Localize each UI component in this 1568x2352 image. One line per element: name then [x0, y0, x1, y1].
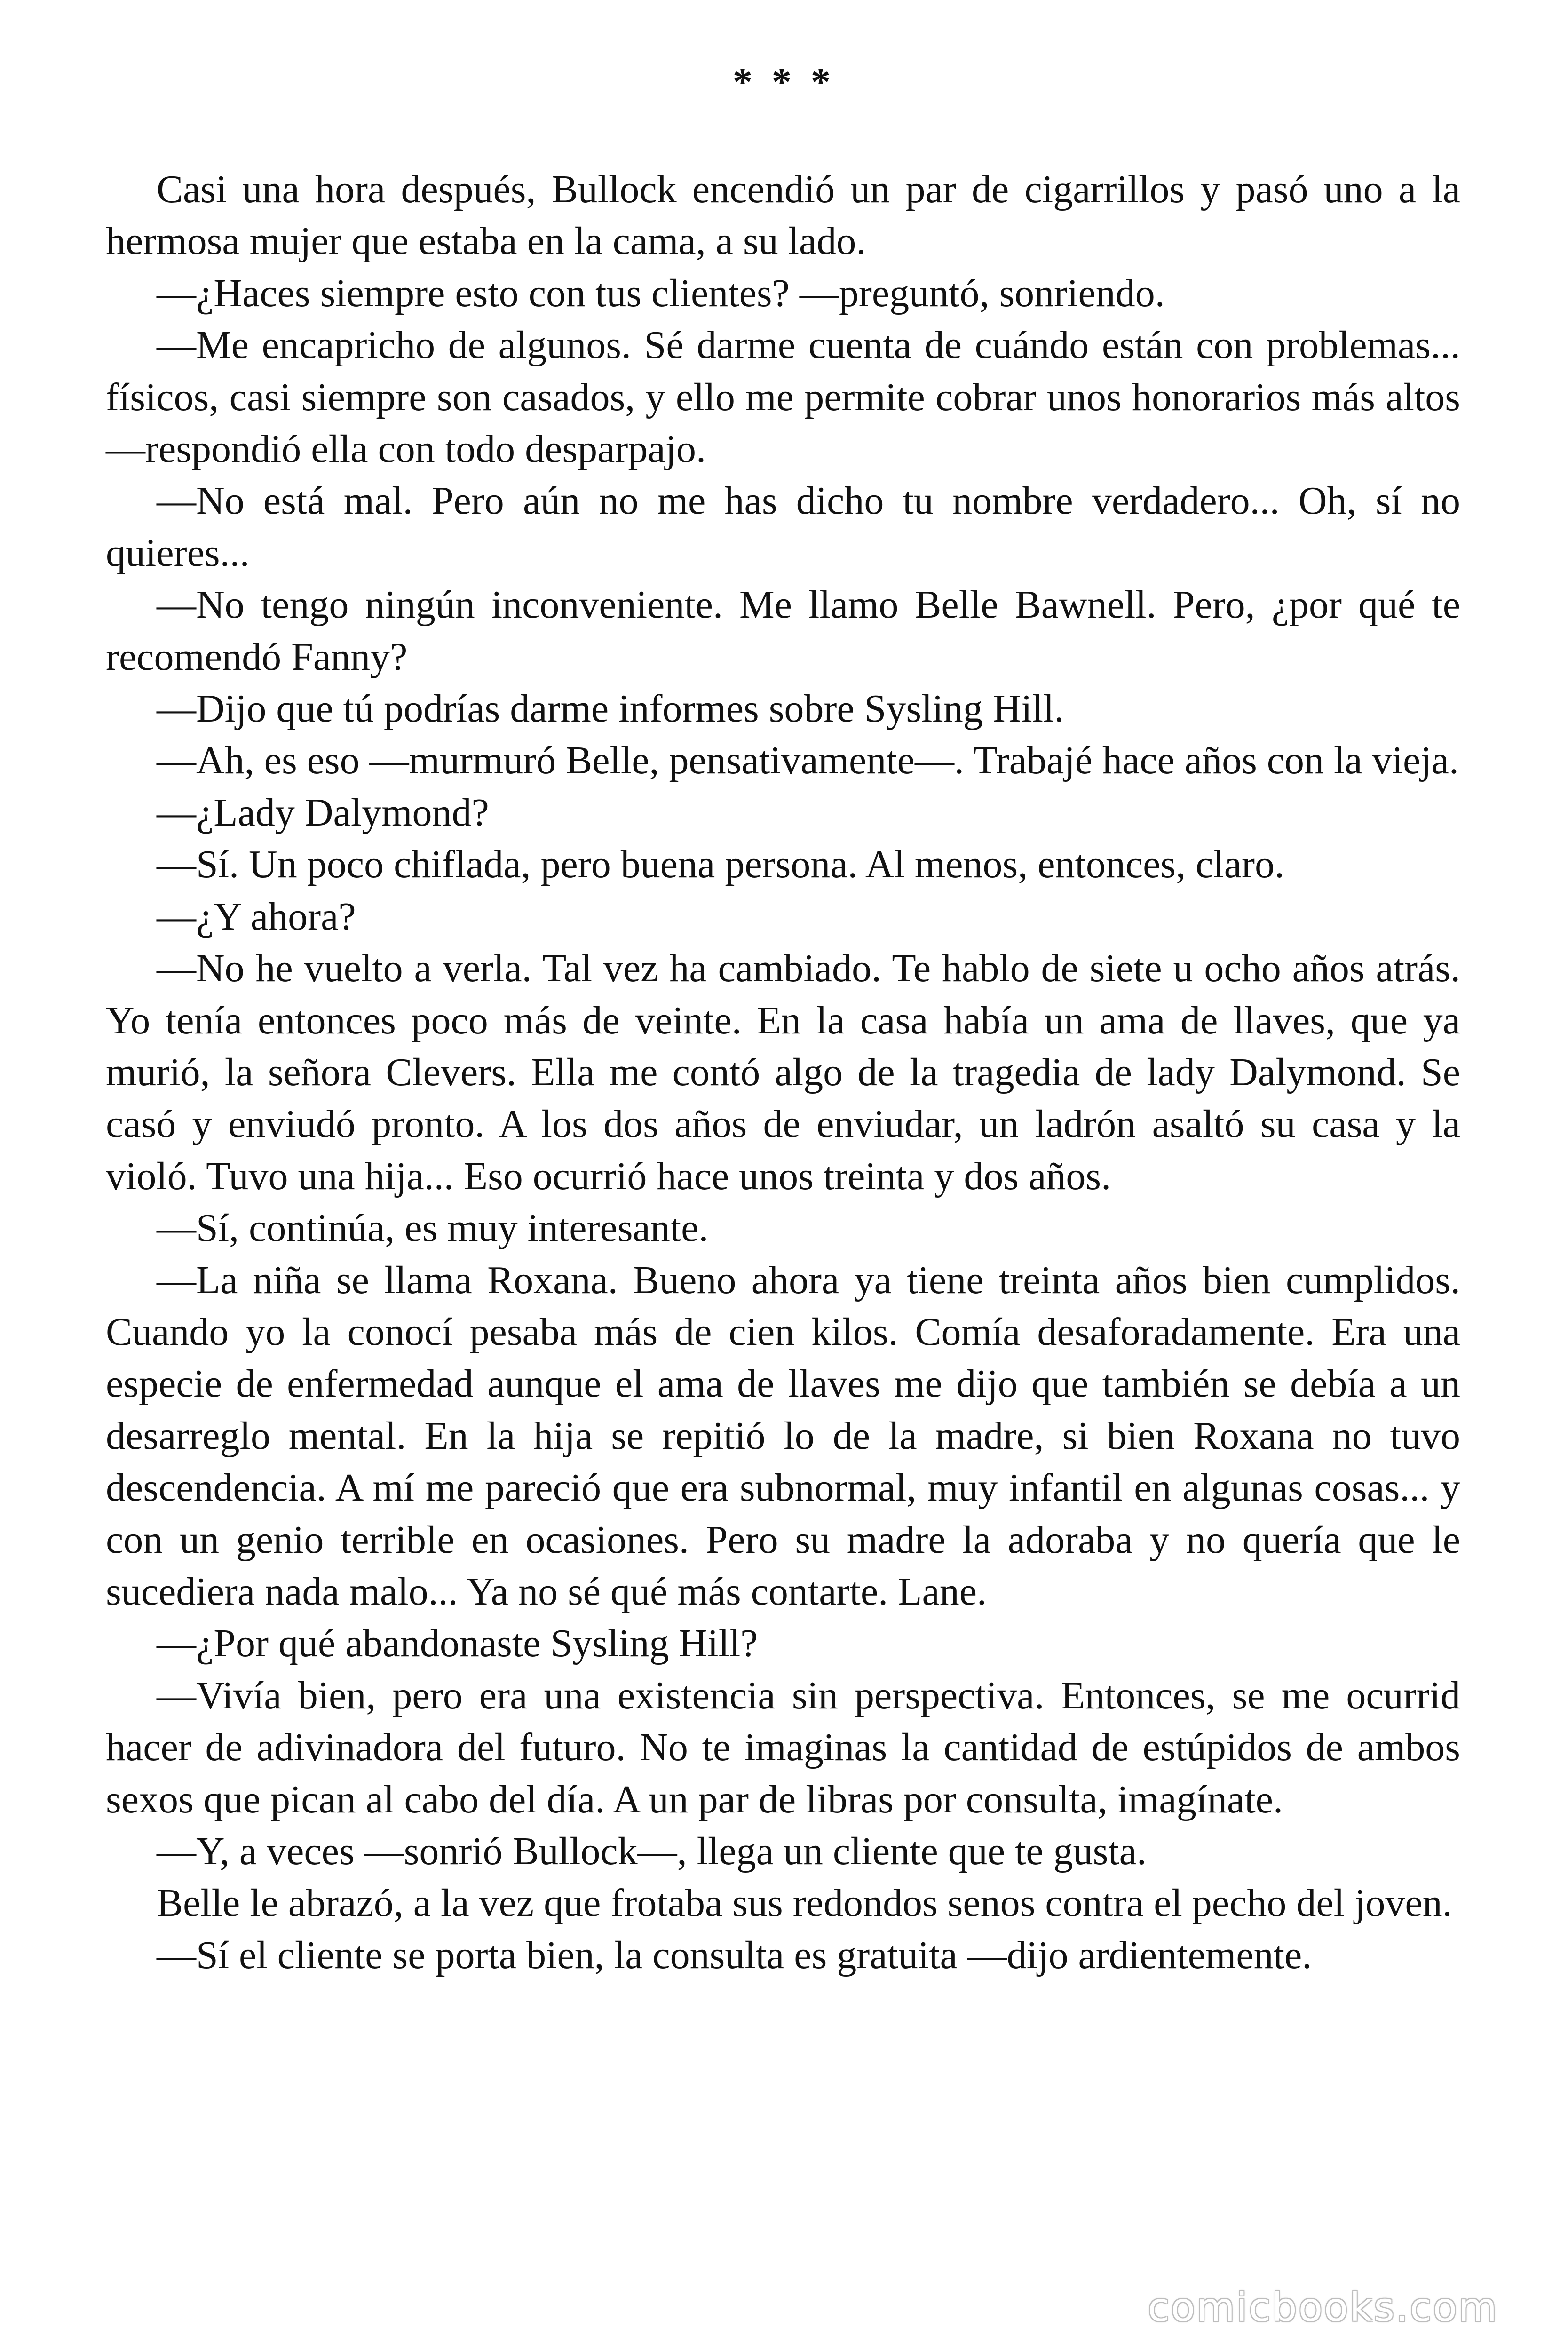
paragraph-18: —Sí el cliente se porta bien, la consulta es gratuita —dijo ardientemente.	[157, 1933, 1312, 1977]
paragraph-6: —Dijo que tú podrías darme informes sobre Sysling Hill.	[157, 687, 1064, 731]
paragraph-10: —¿Y ahora?	[157, 894, 356, 938]
paragraph-7: —Ah, es eso —murmuró Belle, pensativamente—. Trabajé hace años con la vieja.	[157, 739, 1459, 783]
watermark: comicbooks.com	[1148, 2284, 1498, 2330]
paragraph-13: —La niña se llama Roxana. Bueno ahora ya tiene treinta años bien cumplidos. Cuando yo la conocí pesaba más de cien kilos. Comía desaforadamente. Era una especie de enfermedad aunque el ama de llaves me dijo que también se debía a un desarreglo mental. En la hija se repitió lo de la madre, si bien Roxana no tuvo descendencia. A mí me pareció que era subnormal, muy infantil en algunas cosas... y con un genio terrible en ocasiones. Pero su madre la adoraba y no quería que le sucediera nada malo... Ya no sé qué más contarte. Lane.	[106, 1258, 1460, 1613]
body-text	[106, 164, 1460, 1981]
paragraph-8: —¿Lady Dalymond?	[157, 790, 489, 834]
paragraph-12: —Sí, continúa, es muy interesante.	[157, 1206, 709, 1250]
paragraph-2: —¿Haces siempre esto con tus clientes? —preguntó, sonriendo.	[157, 271, 1165, 315]
paragraph-17: Belle le abrazó, a la vez que frotaba sus redondos senos contra el pecho del joven.	[157, 1881, 1452, 1925]
section-separator: * * *	[733, 60, 835, 104]
paragraph-3: —Me encapricho de algunos. Sé darme cuenta de cuándo están con problemas... físicos, casi siempre son casados, y ello me permite cobrar unos honorarios más altos —respondió ella con todo desparpajo.	[106, 323, 1460, 471]
paragraph-14: —¿Por qué abandonaste Sysling Hill?	[157, 1621, 758, 1666]
paragraph-5: —No tengo ningún inconveniente. Me llamo Belle Bawnell. Pero, ¿por qué te recomendó Fanny?	[106, 583, 1460, 679]
paragraph-4: —No está mal. Pero aún no me has dicho tu nombre verdadero... Oh, sí no quieres...	[106, 479, 1460, 575]
paragraph-9: —Sí. Un poco chiflada, pero buena persona. Al menos, entonces, claro.	[157, 842, 1284, 887]
paragraph-15: —Vivía bien, pero era una existencia sin perspectiva. Entonces, se me ocurrid hacer de adivinadora del futuro. No te imaginas la cantidad de estúpidos de ambos sexos que pican al cabo del día. A un par de libras por consulta, imagínate.	[106, 1673, 1460, 1821]
paragraph-1: Casi una hora después, Bullock encendió un par de cigarrillos y pasó uno a la hermosa mujer que estaba en la cama, a su lado.	[106, 167, 1460, 263]
paragraph-16: —Y, a veces —sonrió Bullock—, llega un cliente que te gusta.	[157, 1829, 1147, 1873]
paragraph-11: —No he vuelto a verla. Tal vez ha cambiado. Te hablo de siete u ocho años atrás. Yo tenía entonces poco más de veinte. En la casa había un ama de llaves, que ya murió, la señora Clevers. Ella me contó algo de la tragedia de lady Dalymond. Se casó y enviudó pronto. A los dos años de enviudar, un ladrón asaltó su casa y la violó. Tuvo una hija... Eso ocurrió hace unos treinta y dos años.	[106, 946, 1460, 1198]
